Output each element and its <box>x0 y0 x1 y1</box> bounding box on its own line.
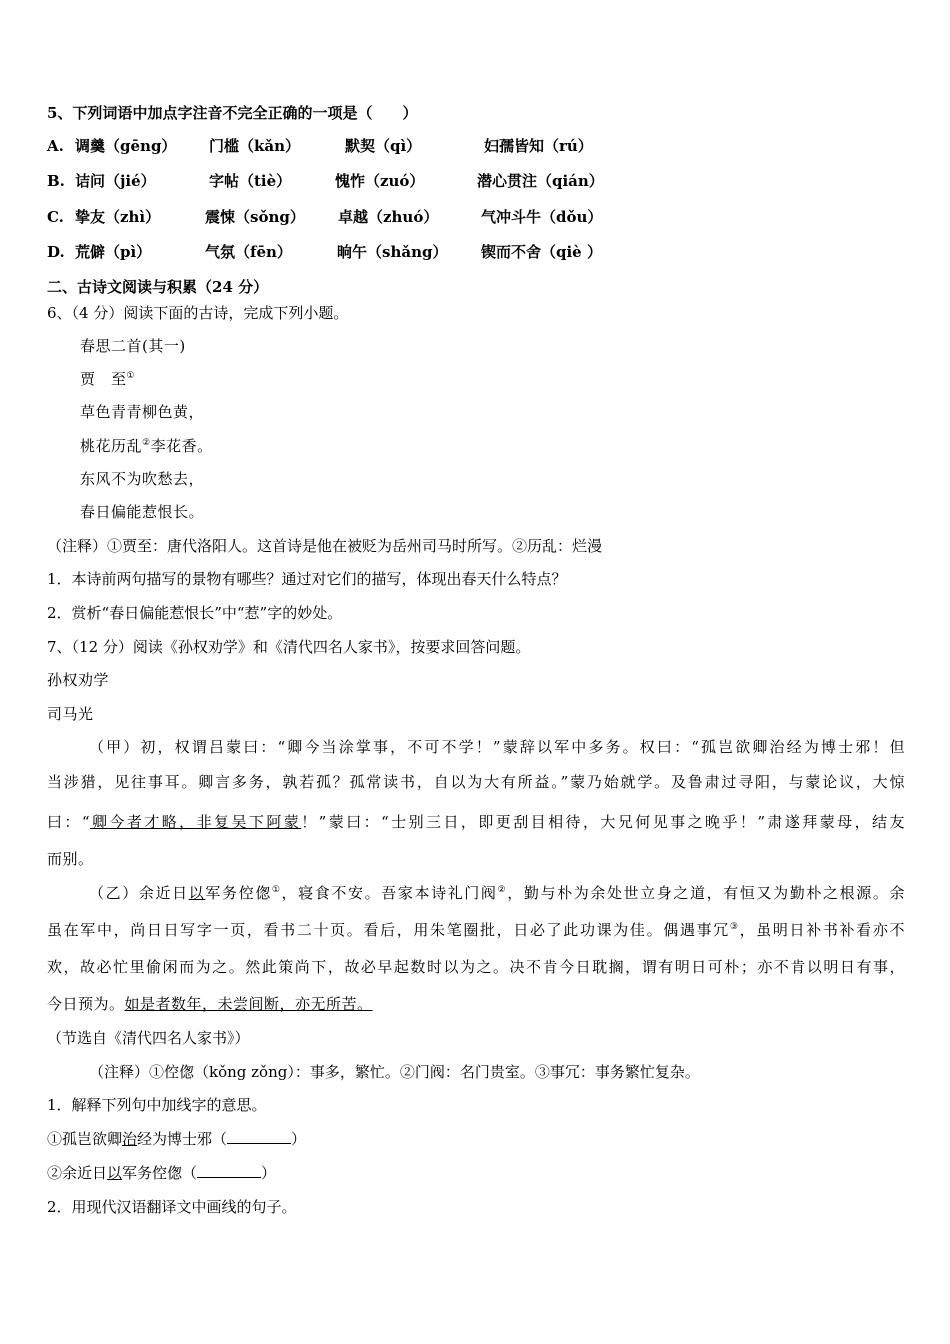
option-label: B. <box>47 172 65 190</box>
option-word: 调羹（gēng） <box>75 137 177 155</box>
poem-text: 李花香。 <box>150 437 213 455</box>
footnote-mark: ③ <box>729 922 740 932</box>
option-word: 震悚（sǒng） <box>205 208 305 226</box>
poem-text: 桃花历乱 <box>80 437 143 455</box>
answer-blank[interactable] <box>227 1129 291 1144</box>
option-word: 潜心贯注（qián） <box>477 172 604 190</box>
option-label: A. <box>47 137 64 155</box>
passage-text: ，虽明日补书补看亦不 <box>739 921 905 939</box>
option-word: 锲而不舍（qiè ） <box>481 243 602 261</box>
option-word: 门槛（kǎn） <box>209 137 301 155</box>
passage-title: 孙权劝学 <box>47 671 110 689</box>
passage-yi-line-3: 欢，故必忙里偷闲而为之。然此策尚下，故必早起数时以为之。决不肯今日耽搁，谓有明日可朴；亦不肯以明日有事， <box>47 958 905 976</box>
poem-line-4: 春日偏能惹恨长。 <box>80 503 205 521</box>
passage-jia-line-4: 而别。 <box>47 850 94 868</box>
option-word: 气冲斗牛（dǒu） <box>481 208 603 226</box>
q5-stem: 5、下列词语中加点字注音不完全正确的一项是（ ） <box>47 104 418 122</box>
poem-line-3: 东风不为吹愁去， <box>80 470 205 488</box>
passage-yi-line-1 <box>89 883 905 903</box>
author-name: 贾 至 <box>80 370 127 388</box>
item-text: 军务倥偬（ <box>122 1164 198 1182</box>
item-text: ①孤岂欲卿 <box>47 1130 123 1148</box>
answer-blank[interactable] <box>197 1163 261 1178</box>
item-text: ） <box>261 1164 277 1182</box>
passage-yi-line-4 <box>47 994 373 1014</box>
q6-note: （注释）①贾至：唐代洛阳人。这首诗是他在被贬为岳州司马时所写。②历乱：烂漫 <box>47 537 603 555</box>
item-text: ②余近日 <box>47 1164 108 1182</box>
option-label: C. <box>47 208 64 226</box>
passage-text: ，寝食不安。吾家本诗礼门阀 <box>281 884 498 902</box>
option-word: 气氛（fēn） <box>205 243 292 261</box>
option-label: D. <box>47 243 65 261</box>
q6-stem: 6、（4 分）阅读下面的古诗，完成下列小题。 <box>47 304 349 322</box>
option-word: 晌午（shǎng） <box>337 243 448 261</box>
item-text: ） <box>291 1130 307 1148</box>
q7-note: （注释）①倥偬（kǒng zǒng）：事多，繁忙。②门阀：名门贵室。③事冗：事务繁忙复杂。 <box>89 1063 700 1081</box>
poem-line-1: 草色青青柳色黄， <box>80 403 205 421</box>
passage-author: 司马光 <box>47 705 94 723</box>
footnote-mark: ① <box>126 371 136 381</box>
passage-jia-line-3 <box>47 812 905 832</box>
passage-text: ，勤与朴为余处世立身之道，有恒又为勤朴之根源。余 <box>507 884 905 902</box>
q7-item-2 <box>47 1163 276 1183</box>
passage-source: （节选自《清代四名人家书》） <box>47 1029 250 1047</box>
passage-text: （乙）余近日 <box>89 884 189 902</box>
footnote-mark: ② <box>497 885 508 895</box>
passage-text: 军务倥偬 <box>205 884 272 902</box>
poem-title: 春思二首(其一) <box>80 337 186 355</box>
option-word: 默契（qì） <box>345 137 422 155</box>
option-word: 愧怍（zuó） <box>335 172 425 190</box>
passage-jia-line-2: 当涉猎，见往事耳。卿言多务，孰若孤？孤常读书，自以为大有所益。”蒙乃始就学。及鲁肃过寻阳，与蒙论议，大惊 <box>47 773 905 791</box>
section-title: 二、古诗文阅读与积累（24 分） <box>47 278 269 296</box>
underlined-sentence: 如是者数年，未尝间断，亦无所苦。 <box>124 995 373 1013</box>
passage-text: 曰：“ <box>47 813 91 831</box>
q7-stem: 7、（12 分）阅读《孙权劝学》和《清代四名人家书》，按要求回答问题。 <box>47 638 531 656</box>
underlined-char: 以 <box>107 1164 123 1182</box>
q7-sub-question-1: 1．解释下列句中加线字的意思。 <box>47 1096 267 1114</box>
passage-text: 虽在军中，尚日日写字一页，看书二十页。看后，用朱笔圈批，日必了此功课为佳。偶遇事冗 <box>47 921 730 939</box>
passage-jia-line-1: （甲）初，权谓吕蒙曰：“卿今当涂掌事，不可不学！”蒙辞以军中多务。权曰：“孤岂欲卿治经为博士邪！但 <box>89 738 905 756</box>
option-word: 诘问（jié） <box>75 172 156 190</box>
q6-sub-question-2: 2．赏析“春日偏能惹恨长”中“惹”字的妙处。 <box>47 604 343 622</box>
poem-author <box>80 369 135 389</box>
q7-item-1 <box>47 1129 306 1149</box>
option-word: 字帖（tiè） <box>209 172 292 190</box>
footnote-mark: ① <box>271 885 282 895</box>
passage-text: ！”蒙曰：“士别三日，即更刮目相待，大兄何见事之晚乎！”肃遂拜蒙母，结友 <box>301 813 905 831</box>
underlined-char: 以 <box>188 884 206 902</box>
item-text: 经为博士邪（ <box>137 1130 228 1148</box>
passage-text: 今日预为。 <box>47 995 125 1013</box>
underlined-sentence: 卿今者才略，非复吴下阿蒙 <box>90 813 302 831</box>
option-word: 荒僻（pì） <box>75 243 152 261</box>
option-word: 挚友（zhì） <box>75 208 161 226</box>
passage-yi-line-2 <box>47 920 905 940</box>
poem-line-2 <box>80 436 213 456</box>
underlined-char: 治 <box>122 1130 138 1148</box>
footnote-mark: ② <box>142 438 151 448</box>
q7-sub-question-2: 2．用现代汉语翻译文中画线的句子。 <box>47 1198 297 1216</box>
option-word: 妇孺皆知（rú） <box>484 137 593 155</box>
option-word: 卓越（zhuó） <box>338 208 439 226</box>
q6-sub-question-1: 1．本诗前两句描写的景物有哪些？通过对它们的描写，体现出春天什么特点？ <box>47 570 567 588</box>
